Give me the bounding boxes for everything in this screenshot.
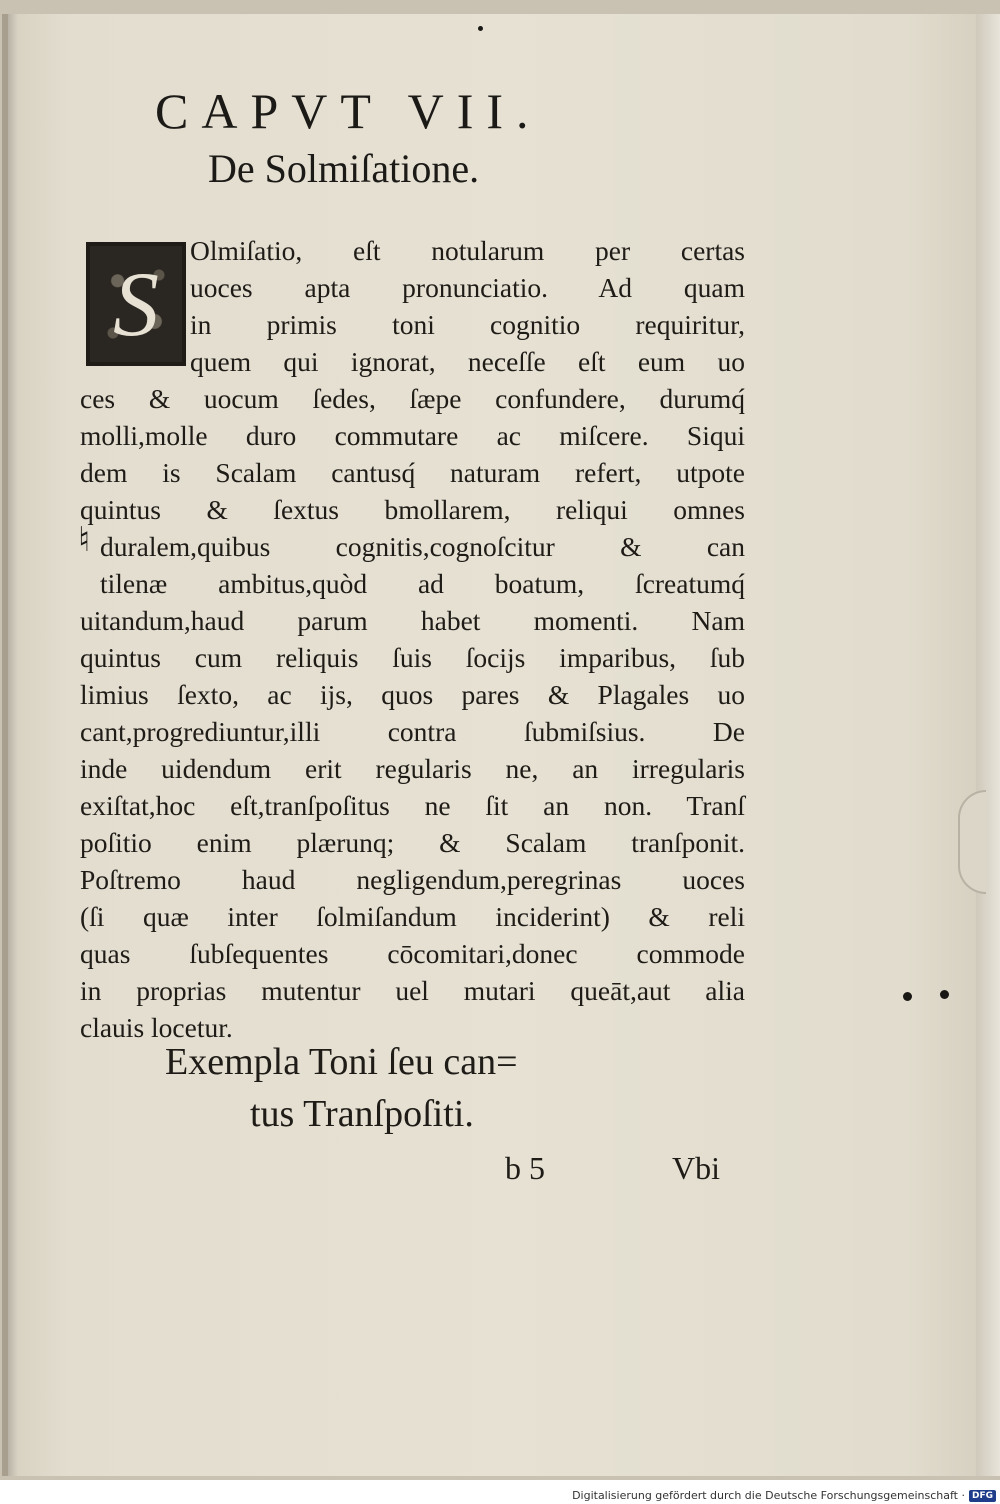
- body-line: quem qui ignorat, neceſſe eſt eum uo: [190, 346, 745, 377]
- dfg-logo: DFG: [969, 1490, 996, 1502]
- body-line: limius ſexto, ac ijs, quos pares & Plagales uo: [80, 679, 745, 710]
- ink-dot: [940, 990, 949, 999]
- body-line: duralem,quibus cognitis,cognoſcitur & can: [100, 531, 745, 562]
- example-heading-line1: Exempla Toni ſeu can=: [165, 1041, 518, 1083]
- body-line: cant,progrediuntur,illi contra ſubmiſsius. De: [80, 716, 745, 747]
- body-line: quintus & ſextus bmollarem, reliqui omnes: [80, 494, 745, 525]
- initial-letter: S: [90, 246, 182, 362]
- dfg-credit: [572, 1489, 996, 1502]
- ink-dot: [903, 992, 912, 1001]
- body-line: in proprias mutentur uel mutari queāt,aut alia: [80, 975, 745, 1006]
- signature-mark: b 5: [505, 1150, 545, 1186]
- body-line: uitandum,haud parum habet momenti. Nam: [80, 605, 745, 636]
- body-line: quas ſubſequentes cōcomitari,donec commode: [80, 938, 745, 969]
- decorated-initial: [86, 242, 186, 366]
- body-line: Poſtremo haud negligendum,peregrinas uoces: [80, 864, 745, 895]
- body-line: inde uidendum erit regularis ne, an irregularis: [80, 753, 745, 784]
- body-line: molli,molle duro commutare ac miſcere. Siqui: [80, 420, 745, 451]
- body-line: tilenæ ambitus,quòd ad boatum, ſcreatumq́: [100, 568, 745, 599]
- body-line: clauis locetur.: [80, 1012, 233, 1043]
- body-line: quintus cum reliquis ſuis ſocijs imparibus, ſub: [80, 642, 745, 673]
- body-line: Olmiſatio, eſt notularum per certas: [190, 235, 745, 266]
- body-line: uoces apta pronunciatio. Ad quam: [190, 272, 745, 303]
- example-heading-line2: tus Tranſpoſiti.: [250, 1093, 474, 1135]
- body-line: ces & uocum ſedes, ſæpe confundere, durumq́: [80, 383, 745, 414]
- dfg-credit-text: Digitalisierung gefördert durch die Deutsche Forschungsgemeinschaft ·: [572, 1489, 965, 1502]
- body-line: poſitio enim plærunq; & Scalam tranſponit.: [80, 827, 745, 858]
- chapter-subtitle: De Solmiſatione.: [208, 146, 480, 191]
- chapter-heading: CAPVT VII.: [155, 83, 542, 139]
- margin-natural-sign: ♮: [78, 520, 91, 560]
- catchword: Vbi: [672, 1150, 720, 1186]
- body-line: dem is Scalam cantusq́ naturam refert, utpote: [80, 457, 745, 488]
- body-line: (ſi quæ inter ſolmiſandum inciderint) & reli: [80, 901, 745, 932]
- page-edge: [976, 14, 1000, 1476]
- page-tab-edge: [958, 790, 986, 894]
- ink-dot: [478, 26, 483, 31]
- body-line: exiſtat,hoc eſt,tranſpoſitus ne ſit an non. Tranſ: [80, 790, 745, 821]
- body-line: in primis toni cognitio requiritur,: [190, 309, 745, 340]
